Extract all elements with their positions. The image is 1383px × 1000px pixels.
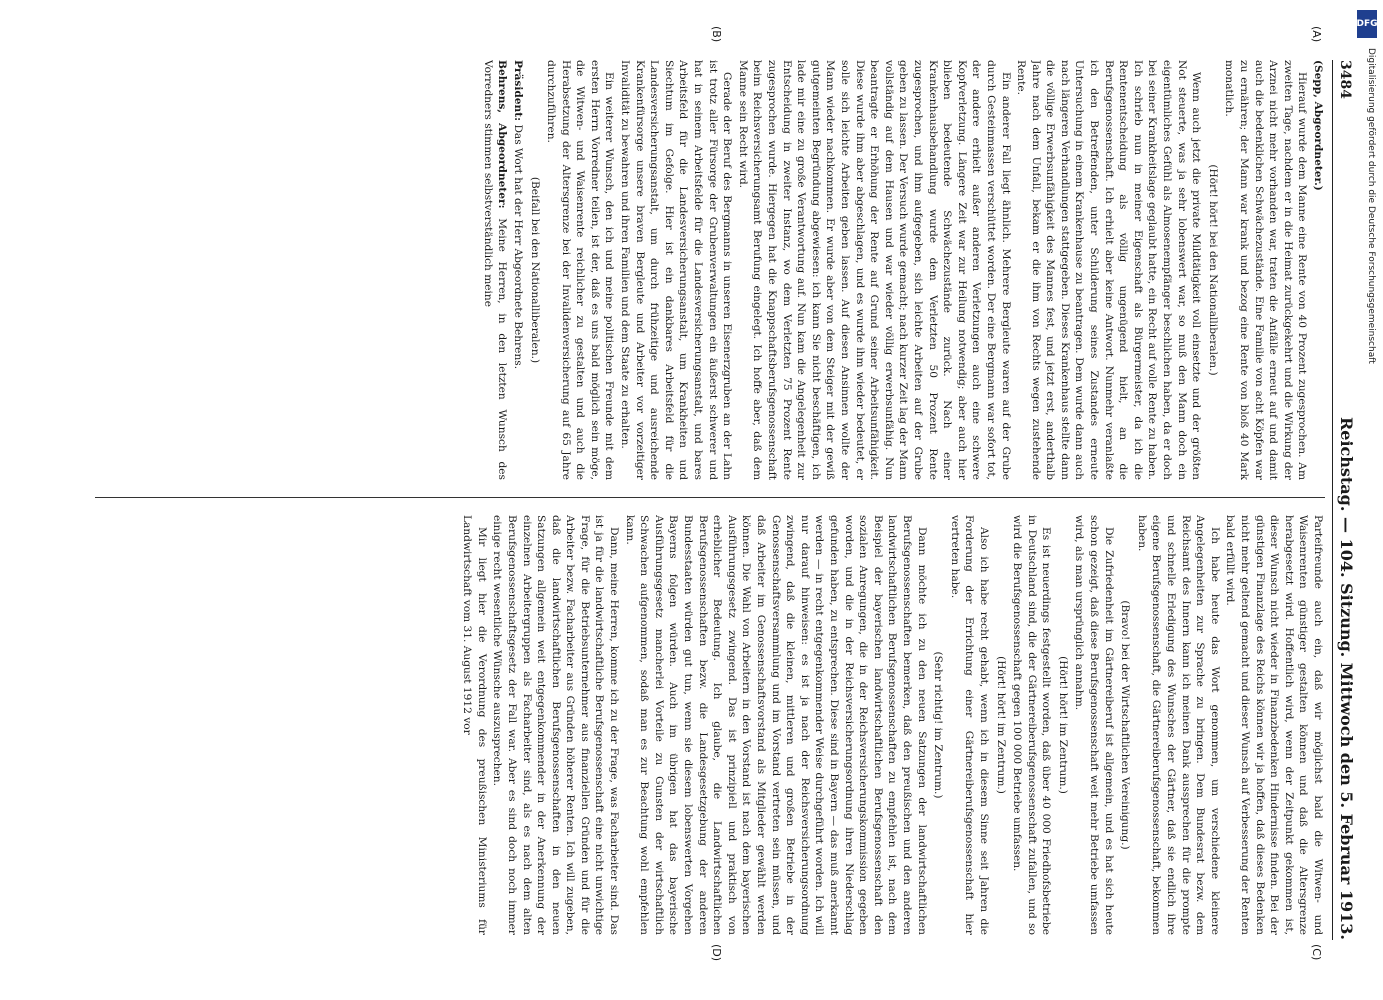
speaker-paragraph [510,60,525,480]
interjection: (Hört! hört! im Zentrum.) [994,656,1007,794]
interjection: (Beifall bei den Nationalliberalen.) [528,176,541,364]
speech-text: Das Wort hat der Herr Abgeordnete Behrens. [511,124,524,370]
page-title: Reichstag. — 104. Sitzung. Mittwoch den 5. Februar 1913. [1337,416,1356,940]
document-scan [83,26,1363,962]
page-header [1332,60,1363,940]
paragraph: Wenn auch jetzt die private Mildtätigkeit voll einsetzte und der größten Not steuerte, was ja sehr lobenswert war, so muß den Mann doch ein eigentümliches Gefühl als Almosenempfänger beschlichen haben, da er doch bei seiner Krankheitslage geglaubt hatte, ein Recht auf volle Rente zu haben. Ich schrieb nun in meiner Eigenschaft als Bürgermeister, da ich die Rentenentscheidung als völlig ungenügend hielt, an die Berufsgenossenschaft. Ich erhielt aber keine Antwort. Nunmehr veranlaßte ich den Betreffenden, unter Schilderung seines Zustandes erneute Untersuchung in einem Krankenhause zu beantragen. Dem wurde dann auch nach längeren Verhandlungen stattgegeben. Dieses Krankenhaus stellte dann die völlige Erwerbsunfähigkeit des Mannes fest, und jetzt erst, anderthalb Jahre nach dem Unfall, bekam er die ihm von Rechts wegen zustehende Rente. [1015,60,1203,480]
speaker-name: Behrens, Abgeordneter: [496,60,509,209]
paragraph: Es ist neuerdings festgestellt worden, daß über 40 000 Friedhofsbetriebe in Deutschland sind, die der Gärtnereiberufsgenossenschaft zufallen, und so wird die Berufsgenossenschaft gegen 100 000 Betriebe umfassen. [1011,515,1053,935]
paragraph: Dann, meine Herren, komme ich zu der Frage, was Facharbeiter sind. Das ist ja für die landwirtschaftliche Berufsgenossenschaft eine nicht unwichtige Frage, für die Betriebsunternehmer aus finanziellen Gründen und für die Arbeiter bezw. Facharbeiter aus Gründen höherer Renten. Ich will zugeben, daß die landwirtschaftlichen Berufsgenossenschaften in den neuen Satzungen allgemein weit entgegenkommender in der Anerkennung der einzelnen Arbeitergruppen als Facharbeiter sind, als es nach dem alten Berufsgenossenschaftsgesetz der Fall war. Aber es sind doch noch immer einige recht wesentliche Wünsche auszusprechen. [491,515,621,935]
interjection: (Hört! hört! bei den Nationalliberalen.) [1206,164,1219,376]
speech-text: Meine Herren, in den letzten Wunsch des Vorredners stimmen selbstverständlich meine [481,60,509,480]
interjection: (Sehr richtig! im Zentrum.) [932,651,945,799]
paragraph: Hierauf wurde dem Manne eine Rente von 40 Prozent zugesprochen. Am zweiten Tage, nachdem er in die Heimat zurückgekehrt und die Wirkung der Arznei nicht mehr vorhanden war, traten die Anfälle erneut auf und damit auch die bedenklichen Schwächezustände. Eine Familie von acht Köpfen war zu ernähren; der Mann war krank und bezog eine Rente von bloß 40 Mark monatlich. [1223,60,1309,480]
speaker-paragraph [480,60,509,480]
paragraph: Gerade der Beruf des Bergmanns in unseren Eisenerzgruben an der Lahn ist trotz aller Fürsorge der Grubenverwaltungen ein äußerst schwerer und hat in seinem Arbeitsfelde für die Landesversicherungsanstalt, und bares Arbeitsfeld für die Landesversicherungsanstalt, um Krankheiten und Siechtum im Gefolge. Hier ist ein dankbares Arbeitsfeld für die Landesversicherungsanstalt, um durch frühzeitige und ausreichende Krankenfürsorge unsere braven Bergleute und Arbeiter vor vorzeitiger Invalidität zu bewahren und ihren Familien und dem Staate zu erhalten. [619,60,734,480]
paragraph: Parteifreunde auch ein, daß wir möglichst bald die Witwen- und Waisenrenten günstiger gestalten können und daß die Altersgrenze herabgesetzt wird. Hoffentlich wird, wenn der Zeitpunkt gekommen ist, dieser Wunsch nicht wieder in Finanzbedenken Hindernisse finden. Bei der günstigen Finanzlage des Reichs können wir ja hoffen, daß dieses Bedenken nicht mehr geltend gemacht und dieser Wunsch auf Verbesserung der Renten bald erfüllt wird. [1224,515,1324,935]
paragraph: Dann möchte ich zu den neuen Satzungen der landwirtschaftlichen Berufsgenossenschaften bemerken, daß den preußischen und den anderen landwirtschaftlichen Berufsgenossenschaften zu empfehlen ist, nach dem Beispiel der bayerischen landwirtschaftlichen Berufsgenossenschaft den sozialen Anregungen, die in der Reichsversicherungskommission gegeben worden, und die in der Reichsversicherungsordnung ihren Niederschlag gefunden haben, zu entsprechen. Diese sind in Bayern — das muß anerkannt werden — in recht entgegenkommender Weise durchgeführt worden. Ich will nur darauf hinweisen: es ist ja nach der Reichsversicherungsordnung zwingend, daß die kleinen, mittleren und großen Betriebe in der Genossenschaftsversammlung und im Vorstand vertreten sein müssen, und daß Arbeiter im Genossenschaftsvorstand als Mitglieder gewählt werden können. Die Wahl von Arbeitern in den Vorstand ist nach dem bayerischen Ausführungsgesetz zwingend. Das ist prinzipiell und praktisch von erheblicher Bedeutung. Ich glaube, die Landwirtschaftlichen Berufsgenossenschaften bezw. die Landesgesetzgebung der anderen Bundesstaaten würden gut tun, wenn sie diesem lobenswerten Vorgehen Bayerns folgen würden. Auch im übrigen hat das bayerische Ausführungsgesetz mancherlei Vorteile zu Gunsten der wirtschaftlich Schwachen aufgenommen, sodaß man es zur Beachtung wohl empfehlen kann. [623,515,928,935]
margin-marker-c: (C) [1310,944,1323,961]
margin-marker-a: (A) [1310,26,1323,43]
paragraph: Mir liegt hier die Verordnung des preußischen Ministeriums für Landwirtschaft vom 31. August 1912 vor [461,515,488,935]
speaker-name: (Sepp, Abgeordneter.) [1312,60,1324,191]
paragraph: Die Zufriedenheit im Gärtnereiberuf ist allgemein, und es hat sich heute schon gezeigt, daß diese Berufsgenossenschaft weit mehr Betriebe umfassen wird, als man ursprünglich annahm. [1073,515,1115,935]
page-number: 3484 [1337,60,1353,99]
paragraph: Also ich habe recht gehabt, wenn ich in diesem Sinne seit Jahren die Forderung der Errichtung einer Gärtnereiberufsgenossenschaft hier vertreten habe. [948,515,990,935]
speaker-paragraph [1310,60,1325,480]
right-column [95,515,1325,935]
dfg-logo: DFG [1357,10,1377,38]
margin-marker-b: (B) [710,26,723,43]
margin-marker-d: (D) [710,944,723,962]
digitization-note: Digitalisierung gefördert durch die Deutsche Forschungsgemeinschaft [1366,48,1376,364]
paragraph: Ich habe heute das Wort genommen, um verschiedene kleinere Angelegenheiten zur Sprache zu bringen. Dem Bundesrat bezw. dem Reichsamt des Innern kann ich meinen Dank aussprechen für die prompte und schnelle Erledigung des Wunsches der Gärtner, daß sie endlich ihre eigene Berufsgenossenschaft, die Gärtnereiberufsgenossenschaft, bekommen haben. [1135,515,1221,935]
paragraph: Ein anderer Fall liegt ähnlich. Mehrere Bergleute waren auf der Grube durch Gesteinmassen verschüttet worden. Der eine Bergmann war sofort tot, der andere erhielt außer anderen Verletzungen auch eine schwere Kopfverletzung. Längere Zeit war zur Heilung notwendig; aber auch hier blieben bedeutende Schwächezustände zurück. Nach einer Krankenhausbehandlung wurde dem Verletzten 50 Prozent Rente zugesprochen, und ihm aufgegeben, sich leichte Arbeiten auf der Grube geben zu lassen. Der Versuch wurde gemacht; nach kurzer Zeit lag der Mann vollständig auf dem Hausen und war wieder völlig erwerbsunfähig. Nun beantragte er Erhöhung der Rente auf Grund seiner Arbeitsunfähigkeit. Diese wurde ihm aber abgeschlagen, und es wurde ihm wieder bedeutet, er solle sich leichte Arbeiten geben lassen. Auf diesen Ansinnen wollte der Mann wieder nachkommen. Er wurde aber von dem Steiger mit der gewiß gutgemeinten Begründung abgewiesen: ich kann Sie nicht beschäftigen, ich lade mir eine zu große Verantwortung auf. Nun kam die Angelegenheit zur Entscheidung in zweiter Instanz, wo dem Verletzten 75 Prozent Rente zugesprochen wurde. Hiergegen hat die Knappschaftsberufsgenossenschaft beim Reichsversicherungsamt Berufung eingelegt. Ich hoffe aber, daß dem Manne sein Recht wird. [736,60,1012,480]
paragraph: Ein weiterer Wunsch, den ich und meine politischen Freunde mit dem ersten Herrn Vorredner teilen, ist der, daß es uns bald möglich sein möge, die Witwen- und Waisenrente reichlicher zu gestalten und auch die Herabsetzung der Altersgrenze bei der Invalidenversicherung auf 65 Jahre durchzuführen. [545,60,616,480]
speaker-name: Präsident: [511,60,524,122]
left-column [95,60,1325,480]
interjection: (Bravo! bei der Wirtschaftlichen Vereinigung.) [1119,600,1132,850]
interjection: (Hört! hört! im Zentrum.) [1056,656,1069,794]
column-divider [95,497,1325,498]
